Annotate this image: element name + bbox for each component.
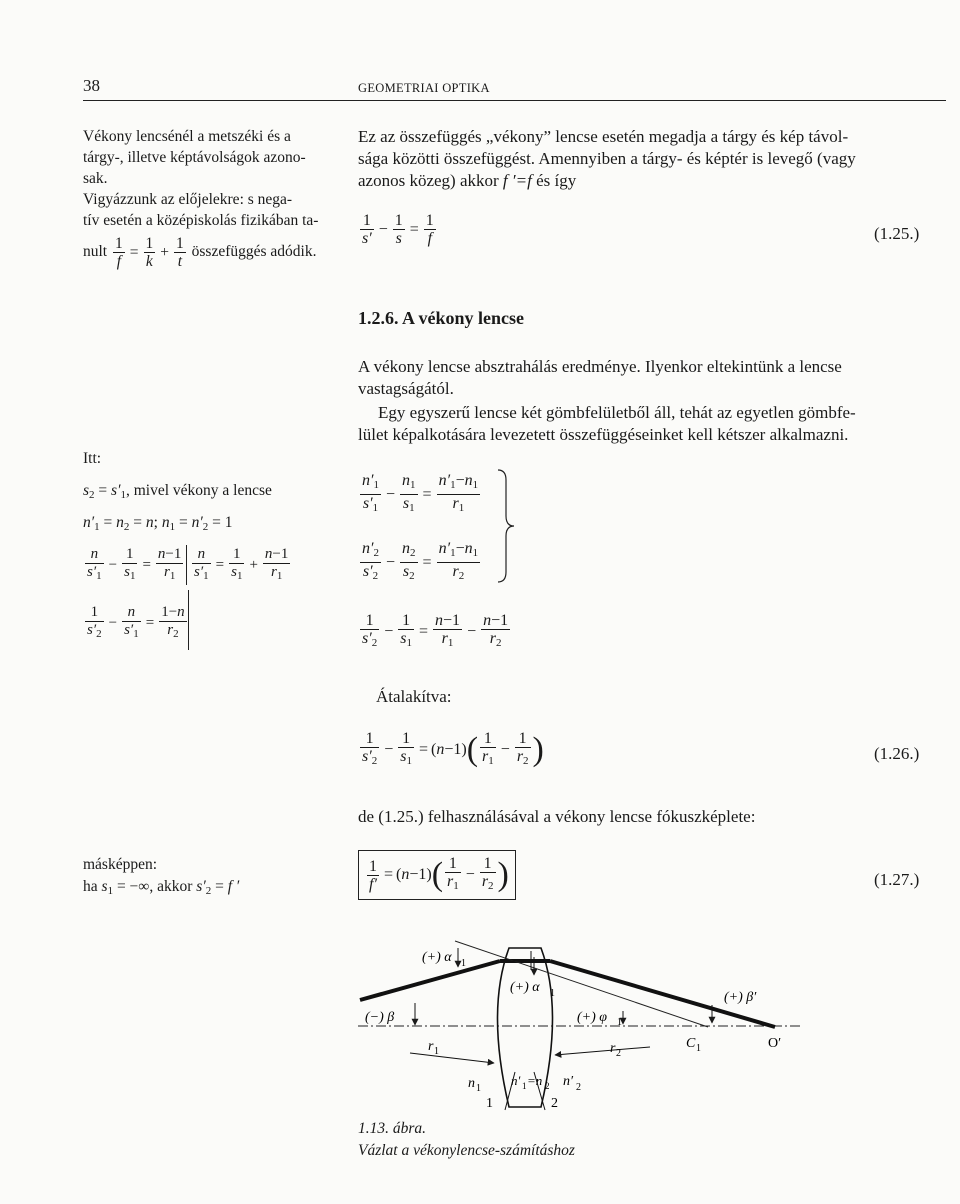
equation-number: (1.25.)	[874, 224, 920, 243]
svg-text:1: 1	[522, 1081, 527, 1091]
side-relation-s2: $s_2 = s'_1$, mivel vékony a lencse	[83, 482, 272, 501]
side-note-word: , akkor	[149, 878, 193, 895]
equation-number: (1.26.)	[874, 744, 920, 763]
maskeppen-label: másképpen:	[83, 856, 158, 873]
svg-text:1: 1	[461, 958, 466, 969]
label-O-prime: O′	[768, 1036, 782, 1051]
divider	[186, 545, 187, 585]
label-n1: n	[468, 1076, 475, 1091]
incoming-ray	[360, 961, 500, 1000]
paragraph-2	[358, 402, 946, 446]
intro-paragraph	[358, 126, 946, 192]
equation-1-25: $\frac{1}{s'}$ − $\frac{1}{s}$ = $\frac{1}{f}$	[362, 212, 434, 247]
side-relation-n: $n'_1 = n_2 = n$; $n_1 = n'_2 = 1$	[83, 514, 233, 533]
label-alpha1-top: (+) α	[422, 950, 452, 965]
fraction: $\frac{1}{k}$	[145, 235, 154, 270]
svg-text:1: 1	[550, 988, 555, 999]
side-note-word: összefüggés adódik.	[191, 243, 317, 261]
paragraph-1	[358, 356, 946, 400]
label-r2: r	[610, 1041, 616, 1056]
side-note-word: ha	[83, 878, 98, 895]
figure-number: 1.13. ábra.	[358, 1120, 427, 1137]
label-n2p: n′	[563, 1074, 574, 1089]
label-alpha1-in: (+) α	[510, 980, 540, 995]
side-note-line: Vigyázzunk az előjelekre: s nega-	[83, 191, 293, 208]
combined-equation: $\frac{1}{s'_2}$ − $\frac{1}{s_1}$ = $\frac{n-1}{r_1}$ − $\frac{n-1}{r_2}$	[358, 612, 512, 652]
side-note-word: , mivel vékony a lencse	[125, 482, 272, 499]
side-note-formula-line: nult $\frac{1}{f}$ = $\frac{1}{k}$ + $\frac{1}{t}$ összefüggés adódik.	[83, 235, 317, 270]
text-line: Ez az összefüggés „vékony” lencse esetén megadja a tárgy és kép távol-	[358, 127, 849, 146]
side-note-line: tárgy-, illetve képtávolságok azono-	[83, 149, 306, 166]
label-C1: C	[686, 1036, 696, 1051]
itt-label: Itt:	[83, 450, 102, 467]
side-note-line: Vékony lencsénél a metszéki és a	[83, 128, 291, 145]
label-beta-prime: (+) β′	[724, 990, 757, 1005]
side-note-line: sak.	[83, 170, 108, 187]
label-surface-2: 2	[551, 1096, 558, 1111]
running-head: GEOMETRIAI OPTIKA	[358, 81, 490, 95]
figure-caption	[358, 1118, 575, 1162]
label-r1: r	[428, 1039, 434, 1054]
svg-text:1: 1	[434, 1046, 439, 1057]
side-note-lens	[83, 126, 343, 270]
lens-figure	[350, 935, 810, 1115]
text-line: vastagságától.	[358, 379, 454, 398]
svg-text:1: 1	[617, 1017, 622, 1028]
figure-caption-text: Vázlat a vékonylencse-számításhoz	[358, 1142, 575, 1159]
right-brace	[496, 468, 520, 584]
header-rule	[83, 100, 946, 101]
label-n1p-n2: n′	[511, 1073, 521, 1088]
equation-1-27-box: $\frac{1}{f'}$ = (n−1)( $\frac{1}{r_1}$ − $\frac{1}{r_2}$ )	[358, 850, 516, 900]
text-line: sága közötti összefüggést. Amennyiben a tárgy- és képtér is levegő (vagy	[358, 149, 856, 168]
text-line: azonos közeg) akkor f ′=f és így	[358, 171, 577, 190]
svg-text:1: 1	[696, 1043, 701, 1054]
system-equation-2: $\frac{n'_2}{s'_2}$ − $\frac{n_2}{s_2}$ = $\frac{n'_1-n_1}{r_2}$	[358, 540, 482, 585]
atalakitva-label: Átalakítva:	[376, 687, 452, 706]
fokusz-intro: de (1.25.) felhasználásával a vékony lencse fókuszképlete:	[358, 807, 756, 826]
side-equation-1: $\frac{n}{s'_1}$ − $\frac{1}{s_1}$ = $\frac{n-1}{r_1}$	[83, 546, 185, 585]
equation-number: (1.27.)	[874, 870, 920, 889]
label-minus-beta: (−) β	[365, 1010, 395, 1025]
side-equation-2: $\frac{1}{s'_2}$ − $\frac{n}{s'_1}$ = $\frac{1-n}{r_2}$	[83, 604, 189, 643]
divider	[188, 590, 189, 650]
svg-text:2: 2	[616, 1048, 621, 1059]
fraction: $\frac{1}{f}$	[115, 235, 123, 270]
section-heading: 1.2.6. A vékony lencse	[358, 308, 525, 328]
side-equation-1b: $\frac{n}{s'_1}$ = $\frac{1}{s_1}$ + $\frac{n-1}{r_1}$	[190, 546, 292, 585]
text-line: A vékony lencse absztrahálás eredménye. Ilyenkor eltekintünk a lencse	[358, 357, 842, 376]
text-line: lület képalkotására levezetett összefüggéseinket kell kétszer alkalmazni.	[358, 425, 849, 444]
label-surface-1: 1	[486, 1096, 493, 1111]
svg-text:2: 2	[576, 1082, 581, 1093]
page-number: 38	[83, 76, 100, 95]
side-note-word: nult	[83, 243, 108, 261]
fraction: $\frac{1}{t}$	[176, 235, 184, 270]
equation-1-26: $\frac{1}{s'_2}$ − $\frac{1}{s_1}$ = (n−1)( $\frac{1}{r_1}$ − $\frac{1}{r_2}$ )	[362, 730, 544, 768]
text-span: azonos közeg) akkor	[358, 171, 499, 190]
svg-text:=n: =n	[527, 1073, 543, 1088]
svg-text:1: 1	[476, 1083, 481, 1094]
text-line: Egy egyszerű lencse két gömbfelületből áll, tehát az egyetlen gömbfe-	[378, 403, 856, 422]
system-equation-1: $\frac{n'_1}{s'_1}$ − $\frac{n_1}{s_1}$ = $\frac{n'_1-n_1}{r_1}$	[358, 472, 482, 517]
label-phi1: (+) φ	[577, 1010, 608, 1025]
text-span: és így	[536, 171, 577, 190]
side-note-line: tív esetén a középiskolás fizikában ta-	[83, 212, 319, 229]
svg-text:2: 2	[545, 1081, 550, 1091]
maskeppen-relation: ha $s_1$ = −∞, akkor $s'_2 = f$ ′	[83, 878, 240, 897]
